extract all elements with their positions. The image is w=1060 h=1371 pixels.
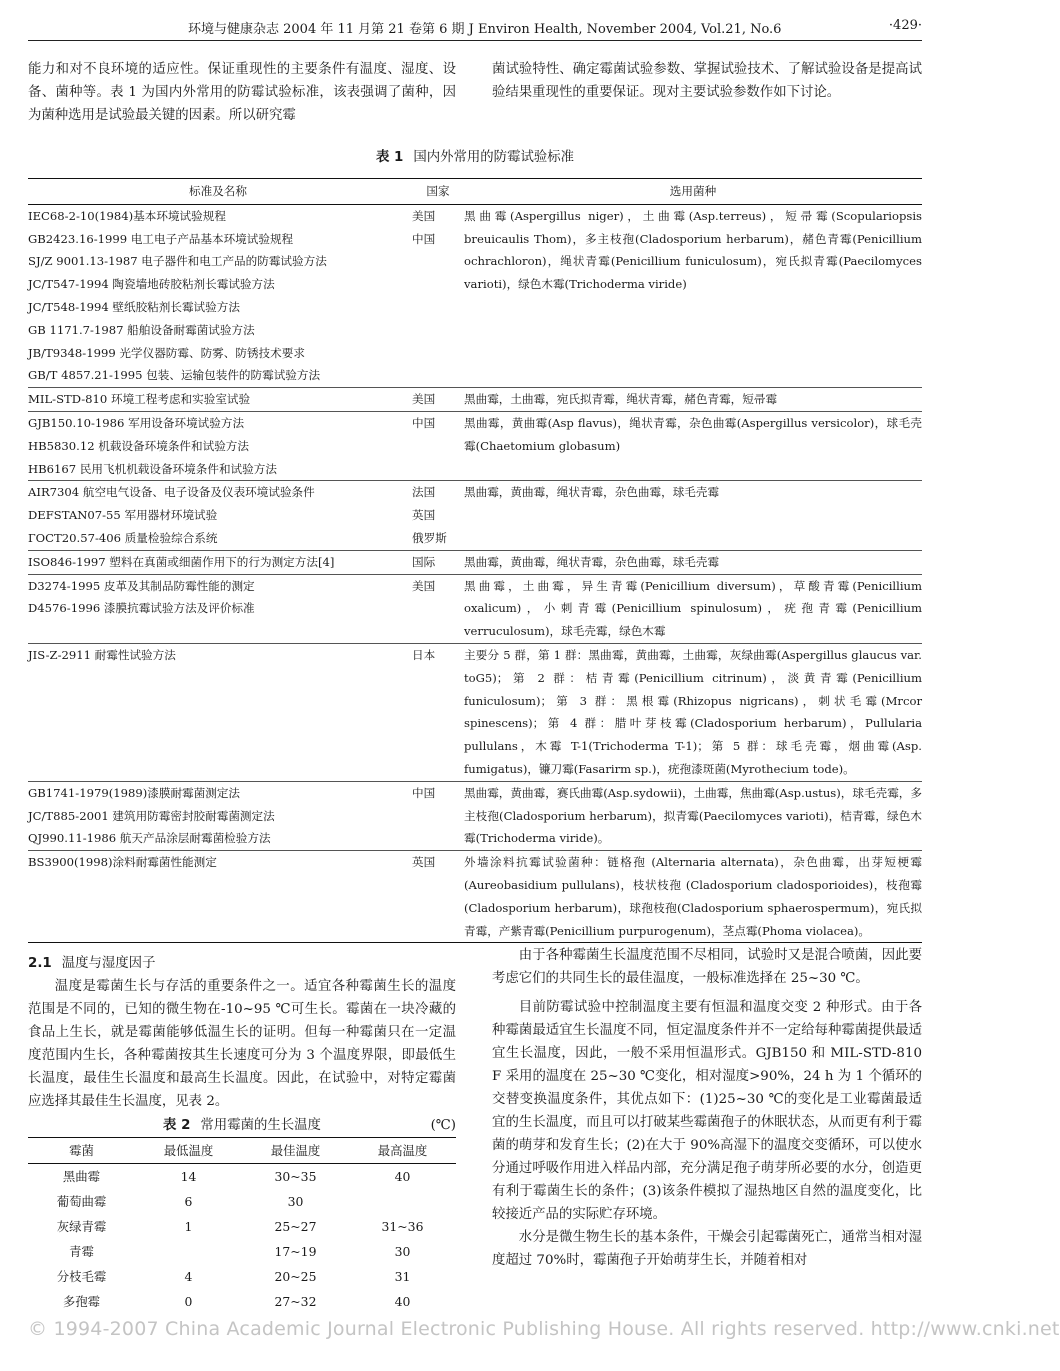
table2-cell: 多孢霉 <box>62 1294 101 1309</box>
table2-cell: 31 <box>394 1269 411 1284</box>
left-column <box>28 952 456 1314</box>
table2-cell: 0 <box>184 1294 193 1309</box>
table2-body <box>28 1164 456 1315</box>
intro-left-paragraph: 能力和对不良环境的适应性。保证重现性的主要条件有温度、湿度、设备、菌种等。表 1 为国内外常用的防霉试验标准，该表强调了菌种，因为菌种选用是试验最关键的因素。所以研究霉 <box>28 62 456 123</box>
standard-name: QJ990.11-1986 航天产品涂层耐霉菌检验方法 <box>28 831 271 846</box>
table2-cell: 40 <box>394 1169 411 1184</box>
standard-name: SJ/Z 9001.13-1987 电子器件和电工产品的防霉试验方法 <box>28 254 327 269</box>
table2-cell <box>135 1239 242 1264</box>
table2-cell: 6 <box>184 1194 193 1209</box>
table1-row <box>28 388 922 412</box>
section-heading <box>28 952 456 975</box>
table1-country-cell <box>408 550 464 574</box>
table2-row <box>28 1264 456 1289</box>
standard-name: AIR7304 航空电气设备、电子设备及仪表环境试验条件 <box>28 485 315 500</box>
table1-standards-cell <box>28 550 408 574</box>
table1-caption-text: 国内外常用的防霉试验标准 <box>413 150 575 165</box>
intro-right-paragraph: 菌试验特性、确定霉菌试验参数、掌握试验技术、了解试验设备是提高试验结果重现性的重要保证。现对主要试验参数作如下讨论。 <box>492 62 922 100</box>
table1-row <box>28 781 922 850</box>
table2-cell: 40 <box>394 1294 411 1309</box>
table1-species-cell: 黑曲霉(Aspergillus niger)，土曲霉(Asp.terreus)，短帚霉(Scopulariopsis breuicaulis Thom)，多主枝孢(Cladosporium herbarum)，赭色青霉(Penicillium ochrachloron)，绳状青霉(Penicillium funiculosum)，宛氏拟青霉(Paecilomyces varioti)，绿色木霉(Trichoderma viride) <box>464 204 922 387</box>
table2-cell: 青霉 <box>69 1244 94 1259</box>
standard-name: GB 1171.7-1987 船舶设备耐霉菌试验方法 <box>28 322 255 337</box>
table2-cell: 葡萄曲霉 <box>56 1194 107 1209</box>
standard-name: JIS-Z-2911 耐霉性试验方法 <box>28 647 176 662</box>
table1-species-cell: 黑曲霉，黄曲霉，绳状青霉，杂色曲霉，球毛壳霉 <box>464 550 922 574</box>
right-paragraph-2: 目前防霉试验中控制温度主要有恒温和温度交变 2 种形式。由于各种霉菌最适宜生长温度不同，恒定温度条件并不一定给每种霉菌提供最适宜生长温度，因此，一般不采用恒温形式。GJB150 和 MIL-STD-810 F 采用的温度在 25~30 ℃变化，相对湿度>90%，24 h 为 1 个循环的交替变换温度条件，其优点如下：(1)25~30 ℃的变化是工业霉菌最适宜的生长温度，而且可以打破某些霉菌孢子的休眠状态，从而更有利于霉菌的萌芽和发育生长；(2)在大于 90%高湿下的温度交变循环，可以使水分通过呼吸作用进入样品内部，充分满足孢子萌芽所必要的水分，创造更有利于霉菌生长的条件；(3)该条件模拟了湿热地区自然的温度变化，比较接近产品的实际贮存环境。 <box>492 1000 922 1222</box>
standard-name: DEFSTAN07-55 军用器材环境试验 <box>28 508 218 523</box>
standard-name: HB6167 民用飞机机载设备环境条件和试验方法 <box>28 461 277 476</box>
table1-standards-cell <box>28 851 408 943</box>
section-paragraph: 温度是霉菌生长与存活的重要条件之一。适宜各种霉菌生长的温度范围是不同的，已知的微生物在-10~95 ℃可生长。霉菌在一块冷藏的食品上生长，就是霉菌能够低温生长的证明。但每一种霉菌只在一定温度范围内生长，各种霉菌按其生长速度可分为 3 个温度界限，即最低生长温度，最佳生长温度和最高生长温度。因此，在试验中，对特定霉菌应选择其最佳生长温度，见表 2。 <box>28 979 456 1109</box>
table2-cell: 17~19 <box>274 1244 317 1259</box>
table1-country-cell <box>408 388 464 412</box>
table1-standards-cell <box>28 643 408 781</box>
table1-row <box>28 411 922 480</box>
table2-header-max: 最高温度 <box>349 1138 456 1164</box>
standard-name: GB/T 4857.21-1995 包装、运输包装件的防霉试验方法 <box>28 368 321 383</box>
table1-species-cell: 主要分 5 群，第 1 群：黑曲霉，黄曲霉，土曲霉，灰绿曲霉(Aspergillus glaucus var. toG5)；第 2 群：桔青霉(Penicillium citrinum)，淡黄青霉(Penicillium funiculosum)；第 3 群：黑根霉(Rhizopus nigricans)，刺状毛霉(Mrcor spinescens)；第 4 群：腊叶芽枝霉(Cladosporium herbarum)，Pullularia pullulans，木霉 T-1(Trichoderma T-1)；第 5 群：球毛壳霉，烟曲霉(Asp. fumigatus)，镰刀霉(Fasarirm sp.)，疣孢漆斑菌(Myrothecium tode)。 <box>464 643 922 781</box>
table2-label: 表 2 <box>163 1118 191 1133</box>
table2-cell: 黑曲霉 <box>62 1169 101 1184</box>
table2-cell: 4 <box>184 1269 193 1284</box>
table1-country-cell <box>408 643 464 781</box>
standard-name: MIL-STD-810 环境工程考虑和实验室试验 <box>28 392 251 407</box>
header-rule <box>28 40 922 41</box>
table1-country-cell <box>408 781 464 850</box>
copyright-watermark: © 1994-2007 China Academic Journal Electronic Publishing House. All rights reserved. http://www.cnki.net <box>28 1318 1060 1340</box>
table1-row <box>28 550 922 574</box>
table2-cell: 25~27 <box>274 1219 317 1234</box>
country-name: 国际 <box>412 554 436 569</box>
country-name: 日本 <box>412 647 436 662</box>
table1-header-species: 选用菌种 <box>464 179 922 205</box>
country-name: 中国 <box>412 231 436 246</box>
standard-name: GB1741-1979(1989)漆膜耐霉菌测定法 <box>28 785 241 800</box>
table2-cell: 27~32 <box>274 1294 317 1309</box>
standard-name: ISO846-1997 塑料在真菌或细菌作用下的行为测定方法[4] <box>28 554 335 569</box>
table1-country-cell <box>408 481 464 550</box>
table1-standards-cell <box>28 781 408 850</box>
table1-country-cell <box>408 204 464 387</box>
table1-header-row <box>28 179 922 205</box>
table2-row <box>28 1214 456 1239</box>
table2-caption <box>28 1115 456 1137</box>
table2-cell: 分枝毛霉 <box>56 1269 107 1284</box>
table2-header-optimal: 最佳温度 <box>242 1138 349 1164</box>
table1-row <box>28 204 922 387</box>
table1-species-cell: 黑曲霉，黄曲霉(Asp flavus)，绳状青霉，杂色曲霉(Aspergillus versicolor)，球毛壳霉(Chaetomium globasum) <box>464 411 922 480</box>
table1-country-cell <box>408 411 464 480</box>
table1 <box>28 178 922 943</box>
table1-row <box>28 851 922 943</box>
country-name: 法国 <box>412 485 436 500</box>
table1-species-cell: 黑曲霉，土曲霉，宛氏拟青霉，绳状青霉，赭色青霉，短帚霉 <box>464 388 922 412</box>
table1-country-cell <box>408 574 464 643</box>
standard-name: JC/T547-1994 陶瓷墙地砖胶粘剂长霉试验方法 <box>28 277 275 292</box>
standard-name: JC/T885-2001 建筑用防霉密封胶耐霉菌测定法 <box>28 808 275 823</box>
country-name: 中国 <box>412 785 436 800</box>
table1-species-cell: 外墙涂料抗霉试验菌种：链格孢 (Alternaria alternata)，杂色曲霉，出芽短梗霉(Aureobasidium pullulans)，枝状枝孢 (Cladosporium cladosporioides)，枝孢霉(Cladosporium herbarum)，球孢枝孢(Cladosporium sphaerospermum)，宛氏拟青霉，产紫青霉(Penicillium purpurogenum)，茎点霉(Phoma violacea)。 <box>464 851 922 943</box>
table2-cell: 灰绿青霉 <box>56 1219 107 1234</box>
country-name: 美国 <box>412 392 436 407</box>
page-number: ·429· <box>888 18 922 33</box>
table1-standards-cell <box>28 388 408 412</box>
country-name: 美国 <box>412 208 436 223</box>
standard-name: GB2423.16-1999 电工电子产品基本环境试验规程 <box>28 231 294 246</box>
table2-cell: 1 <box>184 1219 193 1234</box>
country-name: 俄罗斯 <box>412 530 447 545</box>
country-name: 英国 <box>412 855 436 870</box>
table1-row <box>28 481 922 550</box>
table2-cell: 14 <box>180 1169 197 1184</box>
standard-name: IEC68-2-10(1984)基本环境试验规程 <box>28 208 226 223</box>
standard-name: D4576-1996 漆膜抗霉试验方法及评价标准 <box>28 601 255 616</box>
table2-header-min: 最低温度 <box>135 1138 242 1164</box>
table1-standards-cell <box>28 574 408 643</box>
country-name: 美国 <box>412 578 436 593</box>
table2-row <box>28 1189 456 1214</box>
section-title: 温度与湿度因子 <box>61 956 156 971</box>
standard-name: GJB150.10-1986 军用设备环境试验方法 <box>28 415 245 430</box>
standard-name: HB5830.12 机载设备环境条件和试验方法 <box>28 438 249 453</box>
table2-unit: (℃) <box>430 1118 456 1133</box>
standard-name: BS3900(1998)涂料耐霉菌性能测定 <box>28 855 217 870</box>
running-title: 环境与健康杂志 2004 年 11 月第 21 卷第 6 期 J Environ Health, November 2004, Vol.21, No.6 <box>188 22 782 37</box>
table1-header-country: 国家 <box>408 179 464 205</box>
standard-name: JB/T9348-1999 光学仪器防霉、防雾、防锈技术要求 <box>28 345 305 360</box>
table1-country-cell <box>408 851 464 943</box>
standard-name: ГОСТ20.57-406 质量检验综合系统 <box>28 530 218 545</box>
table2-cell: 30~35 <box>274 1169 317 1184</box>
table1-row <box>28 643 922 781</box>
table2-cell: 20~25 <box>274 1269 317 1284</box>
table1-species-cell: 黑曲霉，黄曲霉，赛氏曲霉(Asp.sydowii)，土曲霉，焦曲霉(Asp.ustus)，球毛壳霉，多主枝孢(Cladosporium herbarum)，拟青霉(Paecilomyces varioti)，桔青霉，绿色木霉(Trichoderma viride)。 <box>464 781 922 850</box>
standard-name: JC/T548-1994 壁纸胶粘剂长霉试验方法 <box>28 299 240 314</box>
right-column <box>492 944 922 1272</box>
table1-standards-cell <box>28 204 408 387</box>
country-name: 中国 <box>412 415 436 430</box>
table1-row <box>28 574 922 643</box>
table2-cell: 31~36 <box>381 1219 424 1234</box>
table1-species-cell: 黑曲霉，土曲霉，异生青霉(Penicillium diversum)，草酸青霉(Penicillium oxalicum)，小刺青霉(Penicillium spinulosum)，疣孢青霉(Penicillium verruculosum)，球毛壳霉，绿色木霉 <box>464 574 922 643</box>
table2-cell <box>349 1189 456 1214</box>
table2-cell: 30 <box>394 1244 411 1259</box>
table1-caption <box>0 146 950 165</box>
table2-row <box>28 1289 456 1314</box>
table2-cell: 30 <box>287 1194 304 1209</box>
table2-row <box>28 1239 456 1264</box>
table2-caption-text: 常用霉菌的生长温度 <box>200 1118 321 1133</box>
running-header <box>28 14 922 42</box>
table2-header-fungus: 霉菌 <box>28 1138 135 1164</box>
table2-row <box>28 1164 456 1190</box>
table1-header-standard: 标准及名称 <box>28 179 408 205</box>
table1-standards-cell <box>28 481 408 550</box>
right-paragraph-3: 水分是微生物生长的基本条件，干燥会引起霉菌死亡，通常当相对湿度超过 70%时，霉菌孢子开始萌芽生长，并随着相对 <box>492 1230 922 1268</box>
section-number: 2.1 <box>28 956 52 971</box>
country-name: 英国 <box>412 508 436 523</box>
table1-label: 表 1 <box>375 150 404 165</box>
table2-header-row <box>28 1138 456 1164</box>
right-paragraph-1: 由于各种霉菌生长温度范围不尽相同，试验时又是混合喷菌，因此要考虑它们的共同生长的最佳温度，一般标准选择在 25~30 ℃。 <box>492 948 922 986</box>
standard-name: D3274-1995 皮革及其制品防霉性能的测定 <box>28 578 255 593</box>
table1-standards-cell <box>28 411 408 480</box>
table2 <box>28 1137 456 1314</box>
table1-body <box>28 204 922 943</box>
table1-species-cell: 黑曲霉，黄曲霉，绳状青霉，杂色曲霉，球毛壳霉 <box>464 481 922 550</box>
